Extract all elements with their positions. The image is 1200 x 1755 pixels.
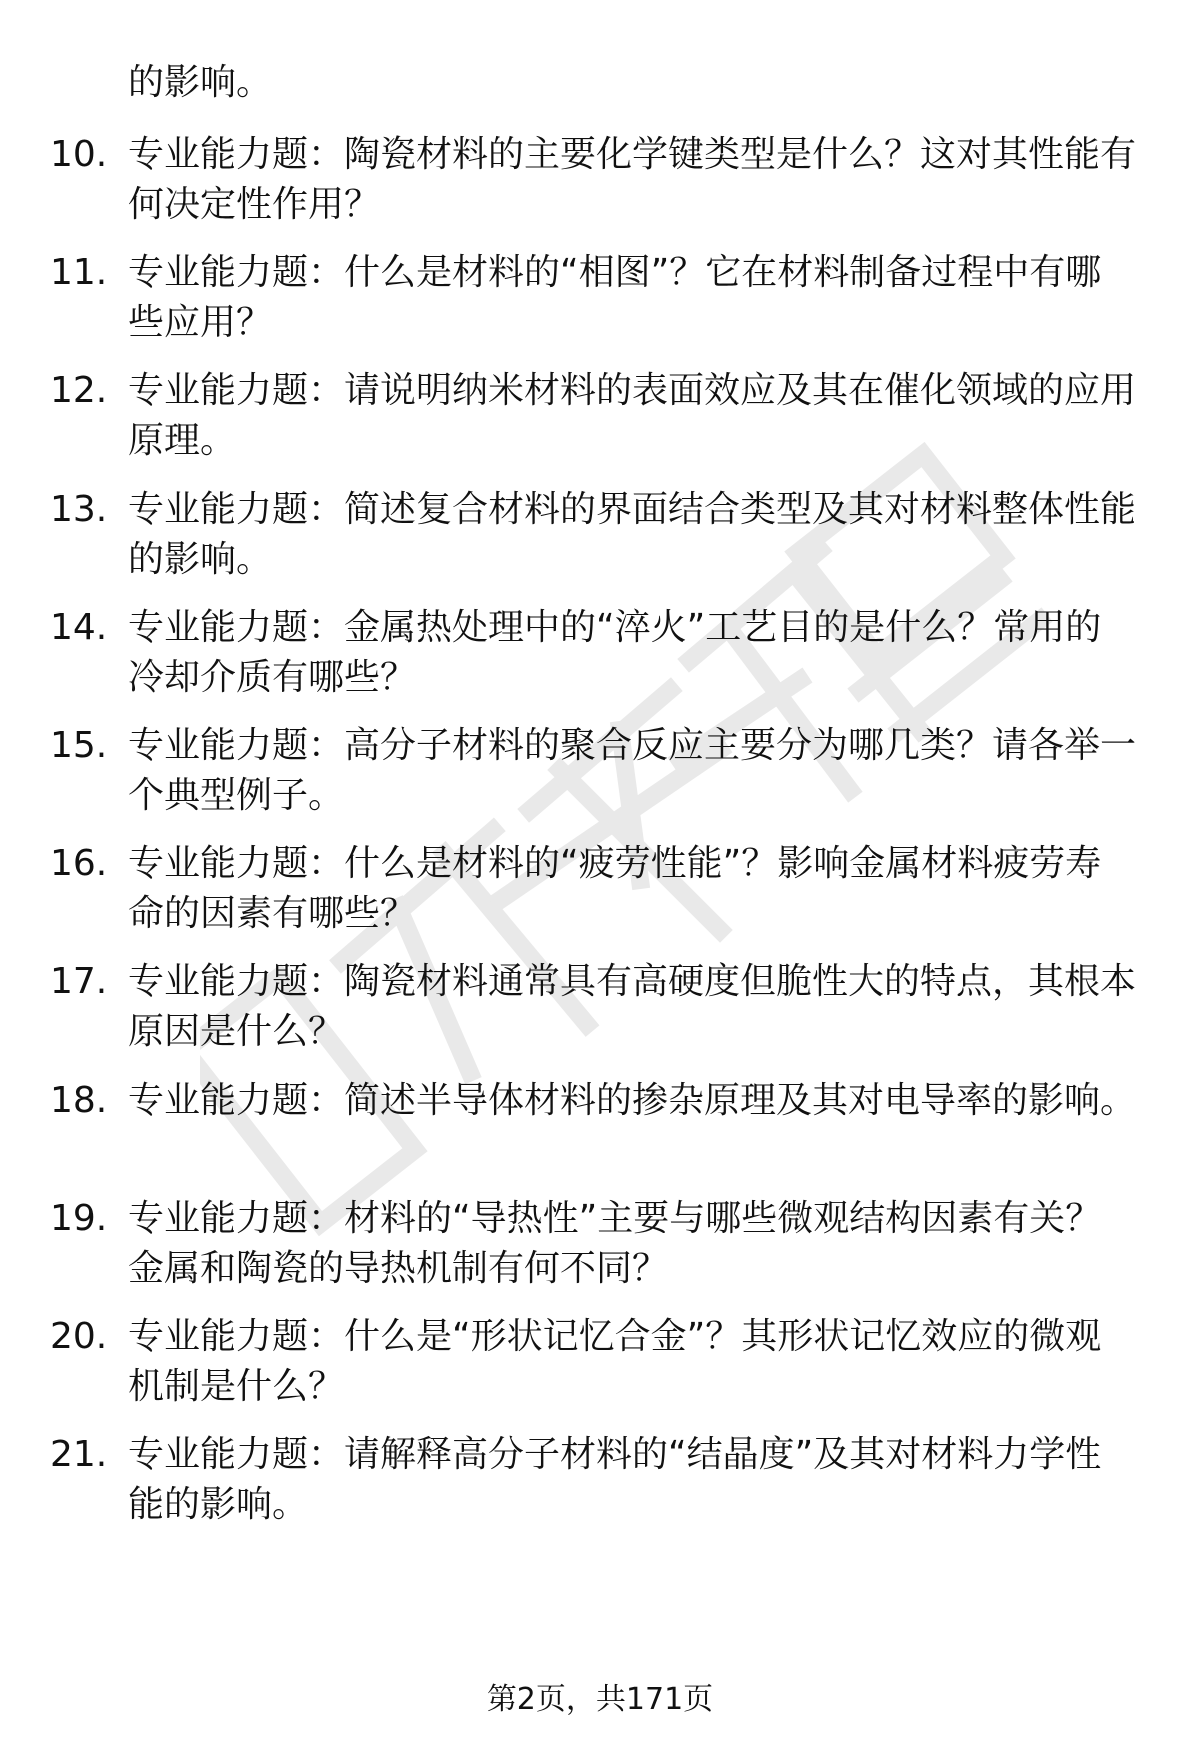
question-item — [0, 366, 1200, 466]
question-text-line: 专业能力题：简述复合材料的界面结合类型及其对材料整体性能 — [128, 489, 1137, 530]
question-item — [0, 721, 1200, 821]
continuation-text: 的影响。 — [128, 62, 273, 103]
question-text-line: 专业能力题：材料的“导热性”主要与哪些微观结构因素有关？ — [128, 1198, 1102, 1239]
question-number: 17. — [50, 961, 108, 1002]
question-item — [0, 603, 1200, 703]
question-text-line: 原理。 — [128, 420, 237, 461]
question-text-line: 专业能力题：金属热处理中的“淬火”工艺目的是什么？常用的 — [128, 607, 1102, 648]
question-item — [0, 1194, 1200, 1294]
question-text-line: 命的因素有哪些？ — [128, 893, 417, 934]
question-item — [0, 1076, 1200, 1176]
question-number: 20. — [50, 1316, 108, 1357]
question-text-line: 能的影响。 — [128, 1484, 309, 1525]
question-text-line: 些应用？ — [128, 302, 273, 343]
question-item — [0, 839, 1200, 939]
question-item — [0, 1430, 1200, 1530]
question-text-line: 专业能力题：请说明纳米材料的表面效应及其在催化领域的应用 — [128, 370, 1137, 411]
page-footer: 第2页，共171页 — [486, 1682, 714, 1717]
question-number: 21. — [50, 1434, 108, 1475]
question-item — [0, 957, 1200, 1057]
question-item — [0, 130, 1200, 230]
question-number: 15. — [50, 725, 108, 766]
question-text-line: 专业能力题：简述半导体材料的掺杂原理及其对电导率的影响。 — [128, 1080, 1137, 1121]
question-number: 13. — [50, 489, 108, 530]
question-number: 11. — [50, 252, 108, 293]
question-text-line: 何决定性作用？ — [128, 184, 381, 225]
question-number: 16. — [50, 843, 108, 884]
question-text-line: 原因是什么？ — [128, 1011, 345, 1052]
question-text-line: 专业能力题：请解释高分子材料的“结晶度”及其对材料力学性 — [128, 1434, 1102, 1475]
question-text-line: 的影响。 — [128, 539, 273, 580]
question-number: 18. — [50, 1080, 108, 1121]
question-number: 12. — [50, 370, 108, 411]
question-text-line: 专业能力题：什么是“形状记忆合金”？其形状记忆效应的微观 — [128, 1316, 1102, 1357]
question-item — [0, 485, 1200, 585]
question-text-line: 冷却介质有哪些？ — [128, 657, 417, 698]
question-item — [0, 248, 1200, 348]
question-number: 19. — [50, 1198, 108, 1239]
question-number: 14. — [50, 607, 108, 648]
question-number: 10. — [50, 134, 108, 175]
question-text-line: 专业能力题：什么是材料的“相图”？它在材料制备过程中有哪 — [128, 252, 1102, 293]
question-text-line: 金属和陶瓷的导热机制有何不同？ — [128, 1248, 669, 1289]
question-text-line: 专业能力题：陶瓷材料的主要化学键类型是什么？这对其性能有 — [128, 134, 1137, 175]
question-item — [0, 1312, 1200, 1412]
question-text-line: 专业能力题：高分子材料的聚合反应主要分为哪几类？请各举一 — [128, 725, 1137, 766]
question-text-line: 机制是什么？ — [128, 1366, 345, 1407]
question-text-line: 专业能力题：什么是材料的“疲劳性能”？影响金属材料疲劳寿 — [128, 843, 1102, 884]
question-text-line: 专业能力题：陶瓷材料通常具有高硬度但脆性大的特点，其根本 — [128, 961, 1137, 1002]
question-text-line: 个典型例子。 — [128, 775, 345, 816]
